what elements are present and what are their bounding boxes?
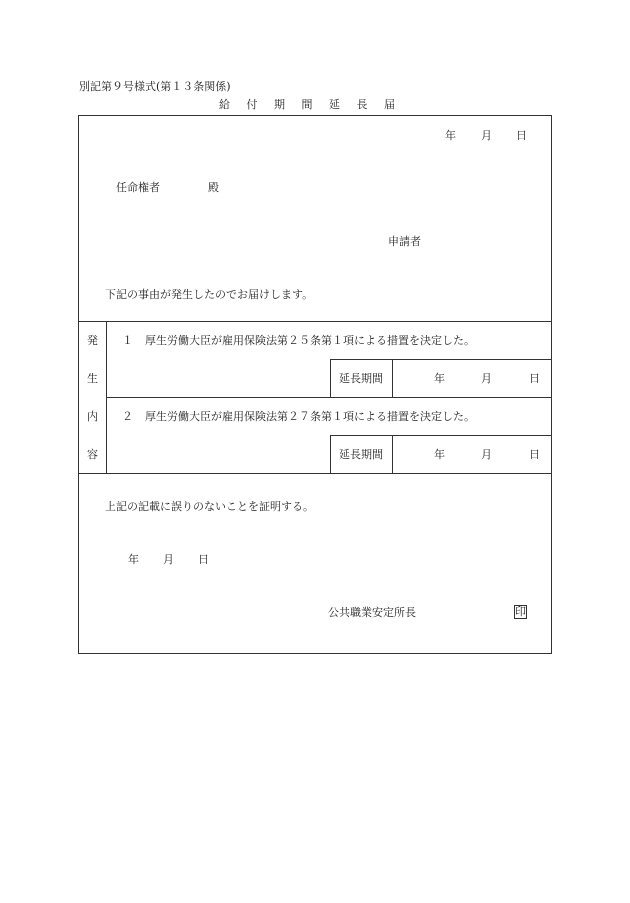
row-divider-1: [330, 359, 552, 360]
notice-text: 下記の事由が発生したのでお届けします。: [105, 288, 314, 301]
side-label-char: 容: [87, 448, 98, 461]
cert-day: 日: [198, 553, 209, 566]
date-year: 年: [445, 129, 456, 142]
cert-year: 年: [128, 553, 139, 566]
period-month: 月: [481, 448, 492, 461]
cert-month: 月: [163, 553, 174, 566]
applicant-label: 申請者: [388, 235, 421, 248]
side-label-char: 内: [87, 410, 98, 423]
office-name: 公共職業安定所長: [328, 606, 416, 619]
section-divider-top: [78, 321, 552, 322]
period-divider-right-2: [392, 435, 393, 473]
period-day: 日: [529, 448, 540, 461]
item-number: ２: [122, 410, 133, 423]
date-month: 月: [481, 129, 492, 142]
row-divider-2: [106, 397, 552, 398]
form-number: 別記第９号様式(第１３条関係): [79, 80, 231, 93]
period-year: 年: [434, 448, 445, 461]
honorific: 殿: [208, 181, 219, 194]
item-number: １: [122, 334, 133, 347]
period-month: 月: [481, 372, 492, 385]
extension-period-label: 延長期間: [339, 372, 383, 385]
seal-mark: 印: [515, 605, 526, 618]
addressee: 任命権者: [116, 181, 160, 194]
form-title: 給付期間延長届: [219, 98, 412, 111]
period-divider-left-2: [330, 435, 331, 473]
item-text: 厚生労働大臣が雇用保険法第２７条第１項による措置を決定した。: [145, 410, 475, 423]
extension-period-label: 延長期間: [339, 448, 383, 461]
period-divider-right-1: [392, 359, 393, 397]
period-day: 日: [529, 372, 540, 385]
side-label-char: 生: [87, 372, 98, 385]
section-divider-bottom: [78, 473, 552, 474]
period-divider-left-1: [330, 359, 331, 397]
side-label-char: 発: [87, 334, 98, 347]
certification-text: 上記の記載に誤りのないことを証明する。: [105, 500, 314, 513]
date-day: 日: [516, 129, 527, 142]
row-divider-3: [330, 435, 552, 436]
period-year: 年: [434, 372, 445, 385]
item-text: 厚生労働大臣が雇用保険法第２５条第１項による措置を決定した。: [145, 334, 475, 347]
